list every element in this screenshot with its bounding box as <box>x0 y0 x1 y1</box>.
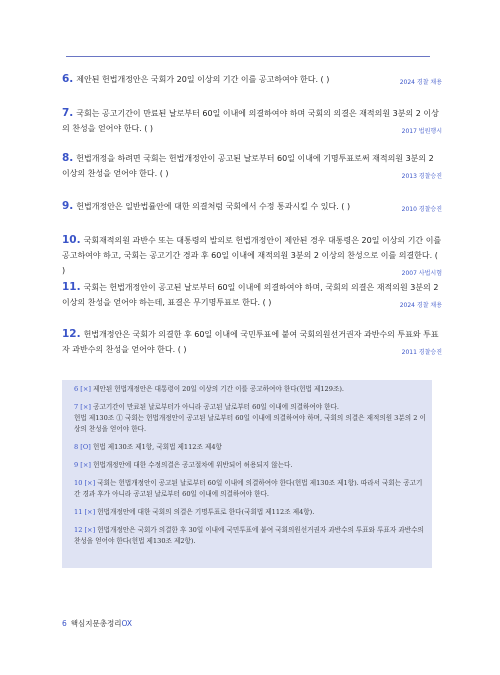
answer-6 <box>74 384 426 395</box>
answer-mark: 6 [×] <box>74 385 91 393</box>
question-source: 2013 경찰승진 <box>401 173 442 180</box>
question-12 <box>62 327 442 357</box>
question-11 <box>62 280 442 310</box>
footer-title: 핵심지문총정리 <box>70 619 122 628</box>
answer-9 <box>74 460 426 471</box>
question-9 <box>62 199 442 214</box>
question-source: 2007 사법시험 <box>401 270 442 277</box>
question-number: 12. <box>62 328 81 340</box>
answer-mark: 9 [×] <box>74 461 91 469</box>
answer-mark: 7 [×] <box>74 403 91 411</box>
answer-mark: 12 [×] <box>74 526 96 534</box>
footer-suffix: OX <box>121 619 133 628</box>
answer-12 <box>74 525 426 547</box>
question-source: 2024 경찰 채용 <box>399 302 442 309</box>
answer-text: 공고기간이 만료된 날로부터가 아니라 공고된 날로부터 60일 이내에 의결하여야 한다. 헌법 제130조 ① 국회는 헌법개정안이 공고된 날로부터 60일 이내에 의결하여야 하며, 국회의 의결은 재적의원 3분의 2 이상의 찬성을 얻어야 한다. <box>74 403 426 433</box>
question-text: 헌법개정안은 일반법률안에 대한 의결처럼 국회에서 수정 통과시킬 수 있다. ( ) <box>76 202 351 211</box>
question-text: 헌법개정안은 국회가 의결한 후 60일 이내에 국민투표에 붙여 국회의원선거권자 과반수의 투표와 투표자 과반수의 찬성을 얻어야 한다. ( ) <box>62 330 439 354</box>
question-source: 2017 법원행시 <box>401 128 442 135</box>
question-source: 2011 경찰승진 <box>401 349 442 356</box>
question-text: 국회는 헌법개정안이 공고된 날로부터 60일 이내에 의결하여야 하며, 국회의 의결은 재적의원 3분의 2 이상의 찬성을 얻어야 하는데, 표결은 무기명투표로 한다. ( ) <box>62 283 439 307</box>
answer-mark: 10 [×] <box>74 479 96 487</box>
page-footer <box>62 618 132 629</box>
question-10 <box>62 233 442 278</box>
question-text: 제안된 헌법개정안은 국회가 20일 이상의 기간 이를 공고하여야 한다. ( ) <box>76 75 330 84</box>
question-7 <box>62 106 442 136</box>
question-text: 헌법개정을 하려면 국회는 헌법개정안이 공고된 날로부터 60일 이내에 기명투표로써 재적의원 3분의 2 이상의 찬성을 얻어야 한다. ( ) <box>62 154 434 178</box>
answer-text: 헌법개정안에 대한 수정의결은 공고절차에 위반되어 허용되지 않는다. <box>93 461 293 469</box>
answer-box <box>62 380 432 568</box>
question-number: 11. <box>62 281 81 293</box>
question-text: 국회재적의원 과반수 또는 대통령의 발의로 헌법개정안이 제안된 경우 대통령은 20일 이상의 기간 이를 공고하여야 하고, 국회는 공고기간 경과 후 60일 이내에 재적의원 3분의 2 이상의 찬성으로 이를 의결한다. ( ) <box>62 236 442 275</box>
question-number: 8. <box>62 152 74 164</box>
answer-10 <box>74 478 426 500</box>
answer-text: 헌법개정안에 대한 국회의 의결은 기명투표로 한다(국회법 제112조 제4항). <box>97 508 315 516</box>
answer-8 <box>74 442 426 453</box>
question-number: 6. <box>62 73 74 85</box>
answer-mark: 11 [×] <box>74 508 96 516</box>
answer-text: 헌법 제130조 제1항, 국회법 제112조 제4항 <box>92 443 222 451</box>
answer-text: 제안된 헌법개정안은 대통령이 20일 이상의 기간 이를 공고하여야 한다(헌법 제129조). <box>93 385 344 393</box>
question-number: 7. <box>62 107 74 119</box>
answer-text: 헌법개정안은 국회가 의결한 후 30일 이내에 국민투표에 붙여 국회의원선거권자 과반수의 투표와 투표자 과반수의 찬성을 얻어야 한다(헌법 제130조 제2항). <box>74 526 424 545</box>
question-number: 10. <box>62 234 81 246</box>
top-rule <box>66 56 430 57</box>
question-source: 2024 경찰 채용 <box>399 79 442 86</box>
answer-11 <box>74 507 426 518</box>
page-number: 6 <box>62 619 67 628</box>
question-source: 2010 경찰승진 <box>401 206 442 213</box>
answer-7 <box>74 402 426 435</box>
question-number: 9. <box>62 200 74 212</box>
question-text: 국회는 공고기간이 만료된 날로부터 60일 이내에 의결하여야 하며 국회의 의결은 재적의원 3분의 2 이상의 찬성을 얻어야 한다. ( ) <box>62 109 439 133</box>
answer-text: 국회는 헌법개정안이 공고된 날로부터 60일 이내에 의결하여야 한다(헌법 제130조 제1항). 따라서 국회는 공고기간 경과 후가 아니라 공고된 날로부터 60일 이내에 의결하여야 한다. <box>74 479 423 498</box>
question-8 <box>62 151 442 181</box>
answer-mark: 8 [O] <box>74 443 91 451</box>
question-6 <box>62 72 442 87</box>
